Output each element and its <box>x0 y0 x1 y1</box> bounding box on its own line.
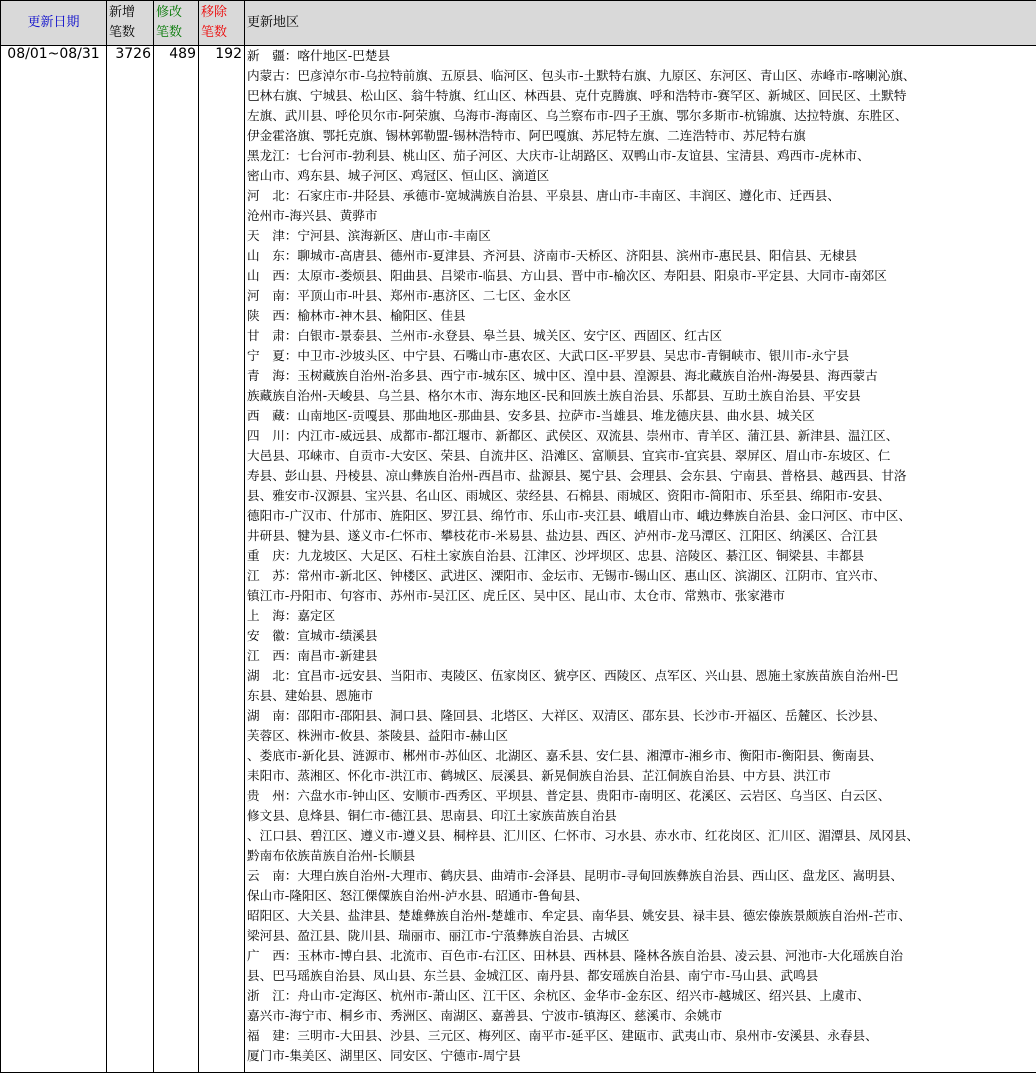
region-hunan: 湖 南：邵阳市-邵阳县、洞口县、隆回县、北塔区、大祥区、双清区、邵东县、长沙市-开福区、岳麓区、长沙县、 芙蓉区、株洲市-攸县、茶陵县、益阳市-赫山区 、娄底市-新化县、涟源市、郴州市-苏仙区、北湖区、嘉禾县、安仁县、湘潭市-湘乡市、衡阳市-衡阳县、衡南县、 耒阳市、蒸湘区、怀化市-洪江市、鹤城区、辰溪县、新晃侗族自治县、芷江侗族自治县、中方县、洪江市 <box>247 708 886 783</box>
region-shanxi: 山 西：太原市-娄烦县、阳曲县、吕梁市-临县、方山县、晋中市-榆次区、寿阳县、阳泉市-平定县、大同市-南郊区 <box>247 268 887 283</box>
region-sichuan: 四 川：内江市-威远县、成都市-都江堰市、新都区、武侯区、双流县、崇州市、青羊区、蒲江县、新津县、温江区、 大邑县、邛崃市、自贡市-大安区、荣县、自流井区、沿滩区、富顺县、宜宾市-宜宾县、翠屏区、眉山市-东坡区、仁 寿县、彭山县、丹棱县、凉山彝族自治州-西昌市、盐源县、冕宁县、会理县、会东县、宁南县、普格县、越西县、甘洛 县、雅安市-汉源县、宝兴县、名山区、雨城区、荥经县、石棉县、雨城区、资阳市-简阳市、乐至县、绵阳市-安县、 德阳市-广汉市、什邡市、旌阳区、罗江县、绵竹市、乐山市-夹江县、峨眉山市、峨边彝族自治县、金口河区、市中区、 井研县、犍为县、遂义市-仁怀市、攀枝花市-米易县、盐边县、西区、泸州市-龙马潭区、江阳区、纳溪区、合江县 <box>247 428 911 543</box>
row-new-count: 3726 <box>107 46 154 1073</box>
region-neimenggu: 内蒙古：巴彦淖尔市-乌拉特前旗、五原县、临河区、包头市-土默特右旗、九原区、东河区、青山区、赤峰市-喀喇沁旗、 巴林右旗、宁城县、松山区、翁牛特旗、红山区、林西县、克什克腾旗、呼和浩特市-赛罕区、新城区、回民区、土默特 左旗、武川县、呼伦贝尔市-阿荣旗、乌海市-海南区、乌兰察布市-四子王旗、鄂尔多斯市-杭锦旗、达拉特旗、东胜区、 伊金霍洛旗、鄂托克旗、锡林郭勒盟-锡林浩特市、阿巴嘎旗、苏尼特左旗、二连浩特市、苏尼特右旗 <box>247 68 916 143</box>
row-modified-count: 489 <box>154 46 199 1073</box>
region-henan: 河 南：平顶山市-叶县、郑州市-惠济区、二七区、金水区 <box>247 288 571 303</box>
row-date: 08/01~08/31 <box>1 46 107 1073</box>
region-zhejiang: 浙 江：舟山市-定海区、杭州市-萧山区、江干区、余杭区、金华市-金东区、绍兴市-越城区、绍兴县、上虞市、 嘉兴市-海宁市、桐乡市、秀洲区、南湖区、嘉善县、宁波市-镇海区、慈溪市、余姚市 <box>247 988 870 1023</box>
region-guangxi: 广 西：玉林市-博白县、北流市、百色市-右江区、田林县、西林县、隆林各族自治县、凌云县、河池市-大化瑶族自治 县、巴马瑶族自治县、凤山县、东兰县、金城江区、南丹县、都安瑶族自治县、南宁市-马山县、武鸣县 <box>247 948 903 983</box>
region-shaanxi: 陕 西：榆林市-神木县、榆阳区、佳县 <box>247 308 466 323</box>
region-list <box>245 46 1036 1073</box>
region-hubei: 湖 北：宜昌市-远安县、当阳市、夷陵区、伍家岗区、猇亭区、西陵区、点军区、兴山县、恩施土家族苗族自治州-巴 东县、建始县、恩施市 <box>247 668 899 703</box>
header-rem-line1: 移除 <box>201 5 228 20</box>
header-row <box>1 1 1036 46</box>
region-jiangxi: 江 西：南昌市-新建县 <box>247 648 378 663</box>
region-shanghai: 上 海：嘉定区 <box>247 608 336 623</box>
header-mod-line1: 修改 <box>156 5 183 20</box>
header-update-region: 更新地区 <box>245 1 1036 46</box>
header-mod-line2: 笔数 <box>156 25 183 40</box>
header-removed-count <box>199 1 245 46</box>
header-new-count <box>107 1 154 46</box>
header-rem-line2: 笔数 <box>201 25 228 40</box>
region-tianjin: 天 津：宁河县、滨海新区、唐山市-丰南区 <box>247 228 491 243</box>
region-shandong: 山 东：聊城市-高唐县、德州市-夏津县、齐河县、济南市-天桥区、济阳县、滨州市-惠民县、阳信县、无棣县 <box>247 248 858 263</box>
header-new-line1: 新增 <box>109 5 136 20</box>
region-xizang: 西 藏：山南地区-贡嘎县、那曲地区-那曲县、安多县、拉萨市-当雄县、堆龙德庆县、曲水县、城关区 <box>247 408 815 423</box>
region-ningxia: 宁 夏：中卫市-沙坡头区、中宁县、石嘴山市-惠农区、大武口区-平罗县、吴忠市-青铜峡市、银川市-永宁县 <box>247 348 850 363</box>
region-hebei: 河 北：石家庄市-井陉县、承德市-宽城满族自治县、平泉县、唐山市-丰南区、丰润区、遵化市、迁西县、 沧州市-海兴县、黄骅市 <box>247 188 840 223</box>
region-heilongjiang: 黑龙江：七台河市-勃利县、桃山区、茄子河区、大庆市-让胡路区、双鸭山市-友谊县、宝清县、鸡西市-虎林市、 密山市、鸡东县、城子河区、鸡冠区、恒山区、滴道区 <box>247 148 870 183</box>
region-qinghai: 青 海：玉树藏族自治州-治多县、西宁市-城东区、城中区、湟中县、湟源县、海北藏族自治州-海晏县、海西蒙古 族藏族自治州-天峻县、乌兰县、格尔木市、海东地区-民和回族土族自治县、乐都县、互助土族自治县、平安县 <box>247 368 878 403</box>
header-new-line2: 笔数 <box>109 25 136 40</box>
region-gansu: 甘 肃：白银市-景泰县、兰州市-永登县、皋兰县、城关区、安宁区、西固区、红古区 <box>247 328 723 343</box>
region-guizhou: 贵 州：六盘水市-钟山区、安顺市-西秀区、平坝县、普定县、贵阳市-南明区、花溪区、云岩区、乌当区、白云区、 修文县、息烽县、铜仁市-德江县、思南县、印江土家族苗族自治县 、江口县、碧江区、遵义市-遵义县、桐梓县、汇川区、仁怀市、习水县、赤水市、红花岗区、汇川区、湄潭县、凤冈县、 黔南布依族苗族自治州-长顺县 <box>247 788 920 863</box>
region-yunnan: 云 南：大理白族自治州-大理市、鹤庆县、曲靖市-会泽县、昆明市-寻甸回族彝族自治县、西山区、盘龙区、嵩明县、 保山市-隆阳区、怒江傈僳族自治州-泸水县、昭通市-鲁甸县、 昭阳区、大关县、盐津县、楚雄彝族自治州-楚雄市、牟定县、南华县、姚安县、禄丰县、德宏傣族景颇族自治州-芒市、 梁河县、盈江县、陇川县、瑞丽市、丽江市-宁蒗彝族自治县、古城区 <box>247 868 911 943</box>
region-chongqing: 重 庆：九龙坡区、大足区、石柱土家族自治县、江津区、沙坪坝区、忠县、涪陵区、綦江区、铜梁县、丰都县 <box>247 548 865 563</box>
region-anhui: 安 徽：宣城市-绩溪县 <box>247 628 378 643</box>
region-jiangsu: 江 苏：常州市-新北区、钟楼区、武进区、溧阳市、金坛市、无锡市-锡山区、惠山区、滨湖区、江阴市、宜兴市、 镇江市-丹阳市、句容市、苏州市-吴江区、虎丘区、吴中区、昆山市、太仓市、常熟市、张家港市 <box>247 568 886 603</box>
region-xinjiang: 新 疆：喀什地区-巴楚县 <box>247 48 391 63</box>
row-removed-count: 192 <box>199 46 245 1073</box>
header-update-date: 更新日期 <box>1 1 107 46</box>
region-fujian: 福 建：三明市-大田县、沙县、三元区、梅列区、南平市-延平区、建瓯市、武夷山市、泉州市-安溪县、永春县、 厦门市-集美区、湖里区、同安区、宁德市-周宁县 <box>247 1028 878 1063</box>
header-modified-count <box>154 1 199 46</box>
table-row <box>1 46 1036 1073</box>
